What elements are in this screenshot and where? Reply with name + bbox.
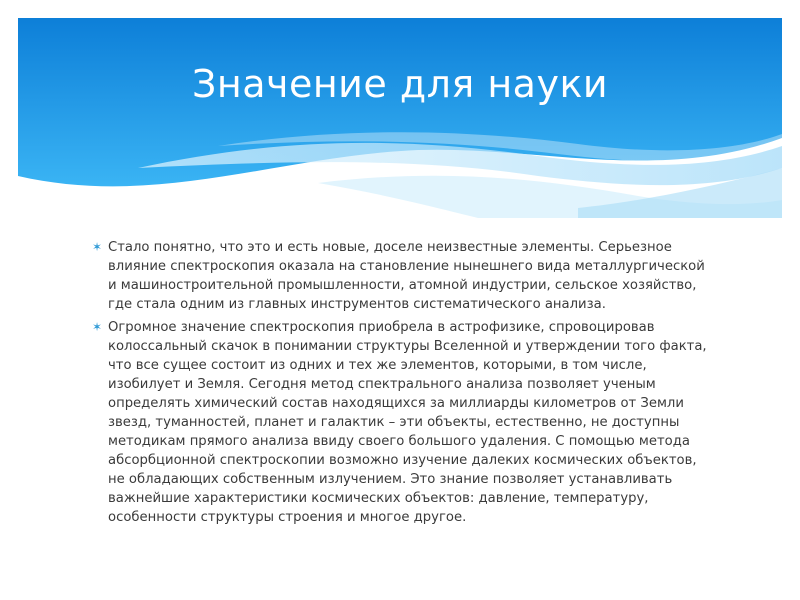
bullet-text-1: Стало понятно, что это и есть новые, доселе неизвестные элементы. Серьезное влияние спектроскопия оказала на становление нынешнего вида металлургической и машиностроительной промышленности, атомной индустрии, сельское хозяйство, где стала одним из главных инструментов систематического анализа. <box>108 240 705 312</box>
slide-title: Значение для науки <box>192 62 609 106</box>
bullet-item-2 <box>92 318 712 527</box>
bullet-text-2: Огромное значение спектроскопия приобрела в астрофизике, спровоцировав колоссальный скачок в понимании структуры Вселенной и утверждении того факта, что все сущее состоит из одних и тех же элементов, которыми, в том числе, изобилует и Земля. Сегодня метод спектрального анализа позволяет ученым определять химический состав находящихся за миллиарды километров от Земли звезд, туманностей, планет и галактик – эти объекты, естественно, не доступны методикам прямого анализа ввиду своего большого удаления. С помощью метода абсорбционной спектроскопии возможно изучение далеких космических объектов, не обладающих собственным излучением. Это знание позволяет устанавливать важнейшие характеристики космических объектов: давление, температуру, особенности структуры строения и многое другое. <box>108 320 707 525</box>
bullet-star-icon: ✶ <box>92 320 103 334</box>
bullet-list <box>92 238 712 531</box>
bullet-star-icon: ✶ <box>92 240 103 254</box>
bullet-item-1 <box>92 238 712 314</box>
header-wave-background <box>18 18 782 218</box>
